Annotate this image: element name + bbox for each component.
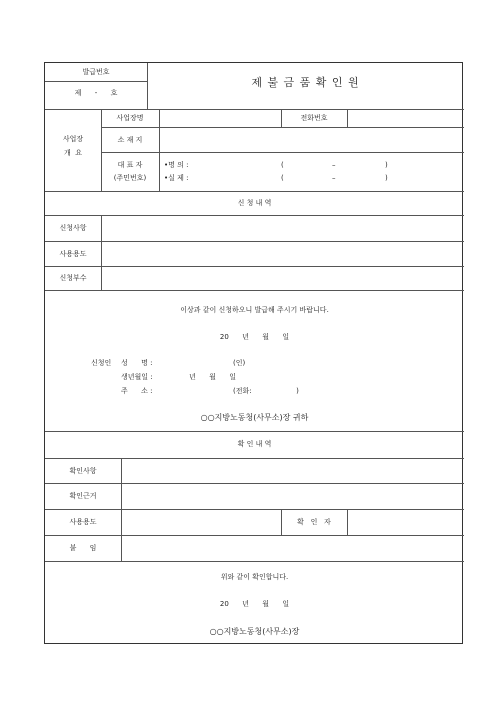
paren-close: ) xyxy=(385,161,388,169)
divider xyxy=(45,561,464,562)
dash: – xyxy=(332,174,336,182)
confirm-item-label: 확인사항 xyxy=(69,467,97,475)
confirmation-section-title: 확 인 내 역 xyxy=(237,440,272,448)
usage-label: 사용용도 xyxy=(59,250,87,258)
divider xyxy=(45,191,464,192)
applicant-name-label: 성 명 : xyxy=(121,359,153,367)
request-item-field[interactable] xyxy=(102,216,463,240)
confirmer-label: 확 인 자 xyxy=(297,518,331,526)
birth-date-value: 년 월 일 xyxy=(189,373,236,381)
attachment-field[interactable] xyxy=(122,536,463,560)
representative-actual-label: •실 제 : xyxy=(164,174,189,182)
representative-id-label: (주민번호) xyxy=(113,174,147,182)
divider xyxy=(101,152,464,153)
request-statement: 이상과 같이 신청하오니 발급해 주시기 바랍니다. xyxy=(180,306,329,314)
issue-number-label: 발급번호 xyxy=(82,68,110,76)
paren-open: ( xyxy=(281,174,284,182)
applicant-label: 신청인 xyxy=(91,359,112,367)
confirm-usage-label: 사용용도 xyxy=(69,518,97,526)
confirm-basis-label: 확인근거 xyxy=(69,492,97,500)
representative-nominal-label: •명 의 : xyxy=(164,161,189,169)
address-label: 소 재 지 xyxy=(117,136,143,144)
application-date: 20 년 월 일 xyxy=(219,333,290,341)
divider xyxy=(45,431,464,432)
paren-open: ( xyxy=(281,161,284,169)
recipient: ○○지방노동청(사무소)장 귀하 xyxy=(200,413,309,422)
seal-mark: (인) xyxy=(233,359,246,367)
confirmer-field[interactable] xyxy=(348,510,463,534)
confirm-item-field[interactable] xyxy=(122,459,463,482)
confirm-usage-field[interactable] xyxy=(122,510,280,534)
business-section-label-2: 개 요 xyxy=(64,149,82,157)
divider xyxy=(45,81,147,82)
usage-field[interactable] xyxy=(102,242,463,265)
confirm-basis-field[interactable] xyxy=(122,484,463,508)
issuing-authority: ○○지방노동청(사무소)장 xyxy=(209,627,300,636)
copies-field[interactable] xyxy=(102,267,463,289)
confirm-statement: 위와 같이 확인합니다. xyxy=(220,573,289,581)
representative-label: 대 표 자 xyxy=(117,161,143,169)
request-item-label: 신청사항 xyxy=(59,224,87,232)
business-name-field[interactable] xyxy=(160,110,280,126)
applicant-phone: (전화: ) xyxy=(233,387,299,395)
confirmation-date: 20 년 월 일 xyxy=(219,600,290,608)
business-name-label: 사업장명 xyxy=(116,114,144,122)
certificate-form xyxy=(44,62,463,644)
divider xyxy=(45,290,464,291)
page-title: 제 불 금 품 확 인 원 xyxy=(251,76,360,89)
phone-label: 전화번호 xyxy=(300,114,328,122)
copies-label: 신청부수 xyxy=(59,274,87,282)
phone-field[interactable] xyxy=(348,110,463,126)
birth-date-label: 생년월일 : xyxy=(121,373,153,381)
applicant-address-label: 주 소 : xyxy=(121,387,153,395)
application-section-title: 신 청 내 역 xyxy=(237,199,272,207)
paren-close: ) xyxy=(385,174,388,182)
dash: – xyxy=(332,161,336,169)
address-field[interactable] xyxy=(160,128,463,151)
issue-number-value: 제 - 호 xyxy=(74,89,118,97)
attachment-label: 붙 임 xyxy=(69,544,97,552)
business-section-label: 사업장 xyxy=(62,135,84,143)
